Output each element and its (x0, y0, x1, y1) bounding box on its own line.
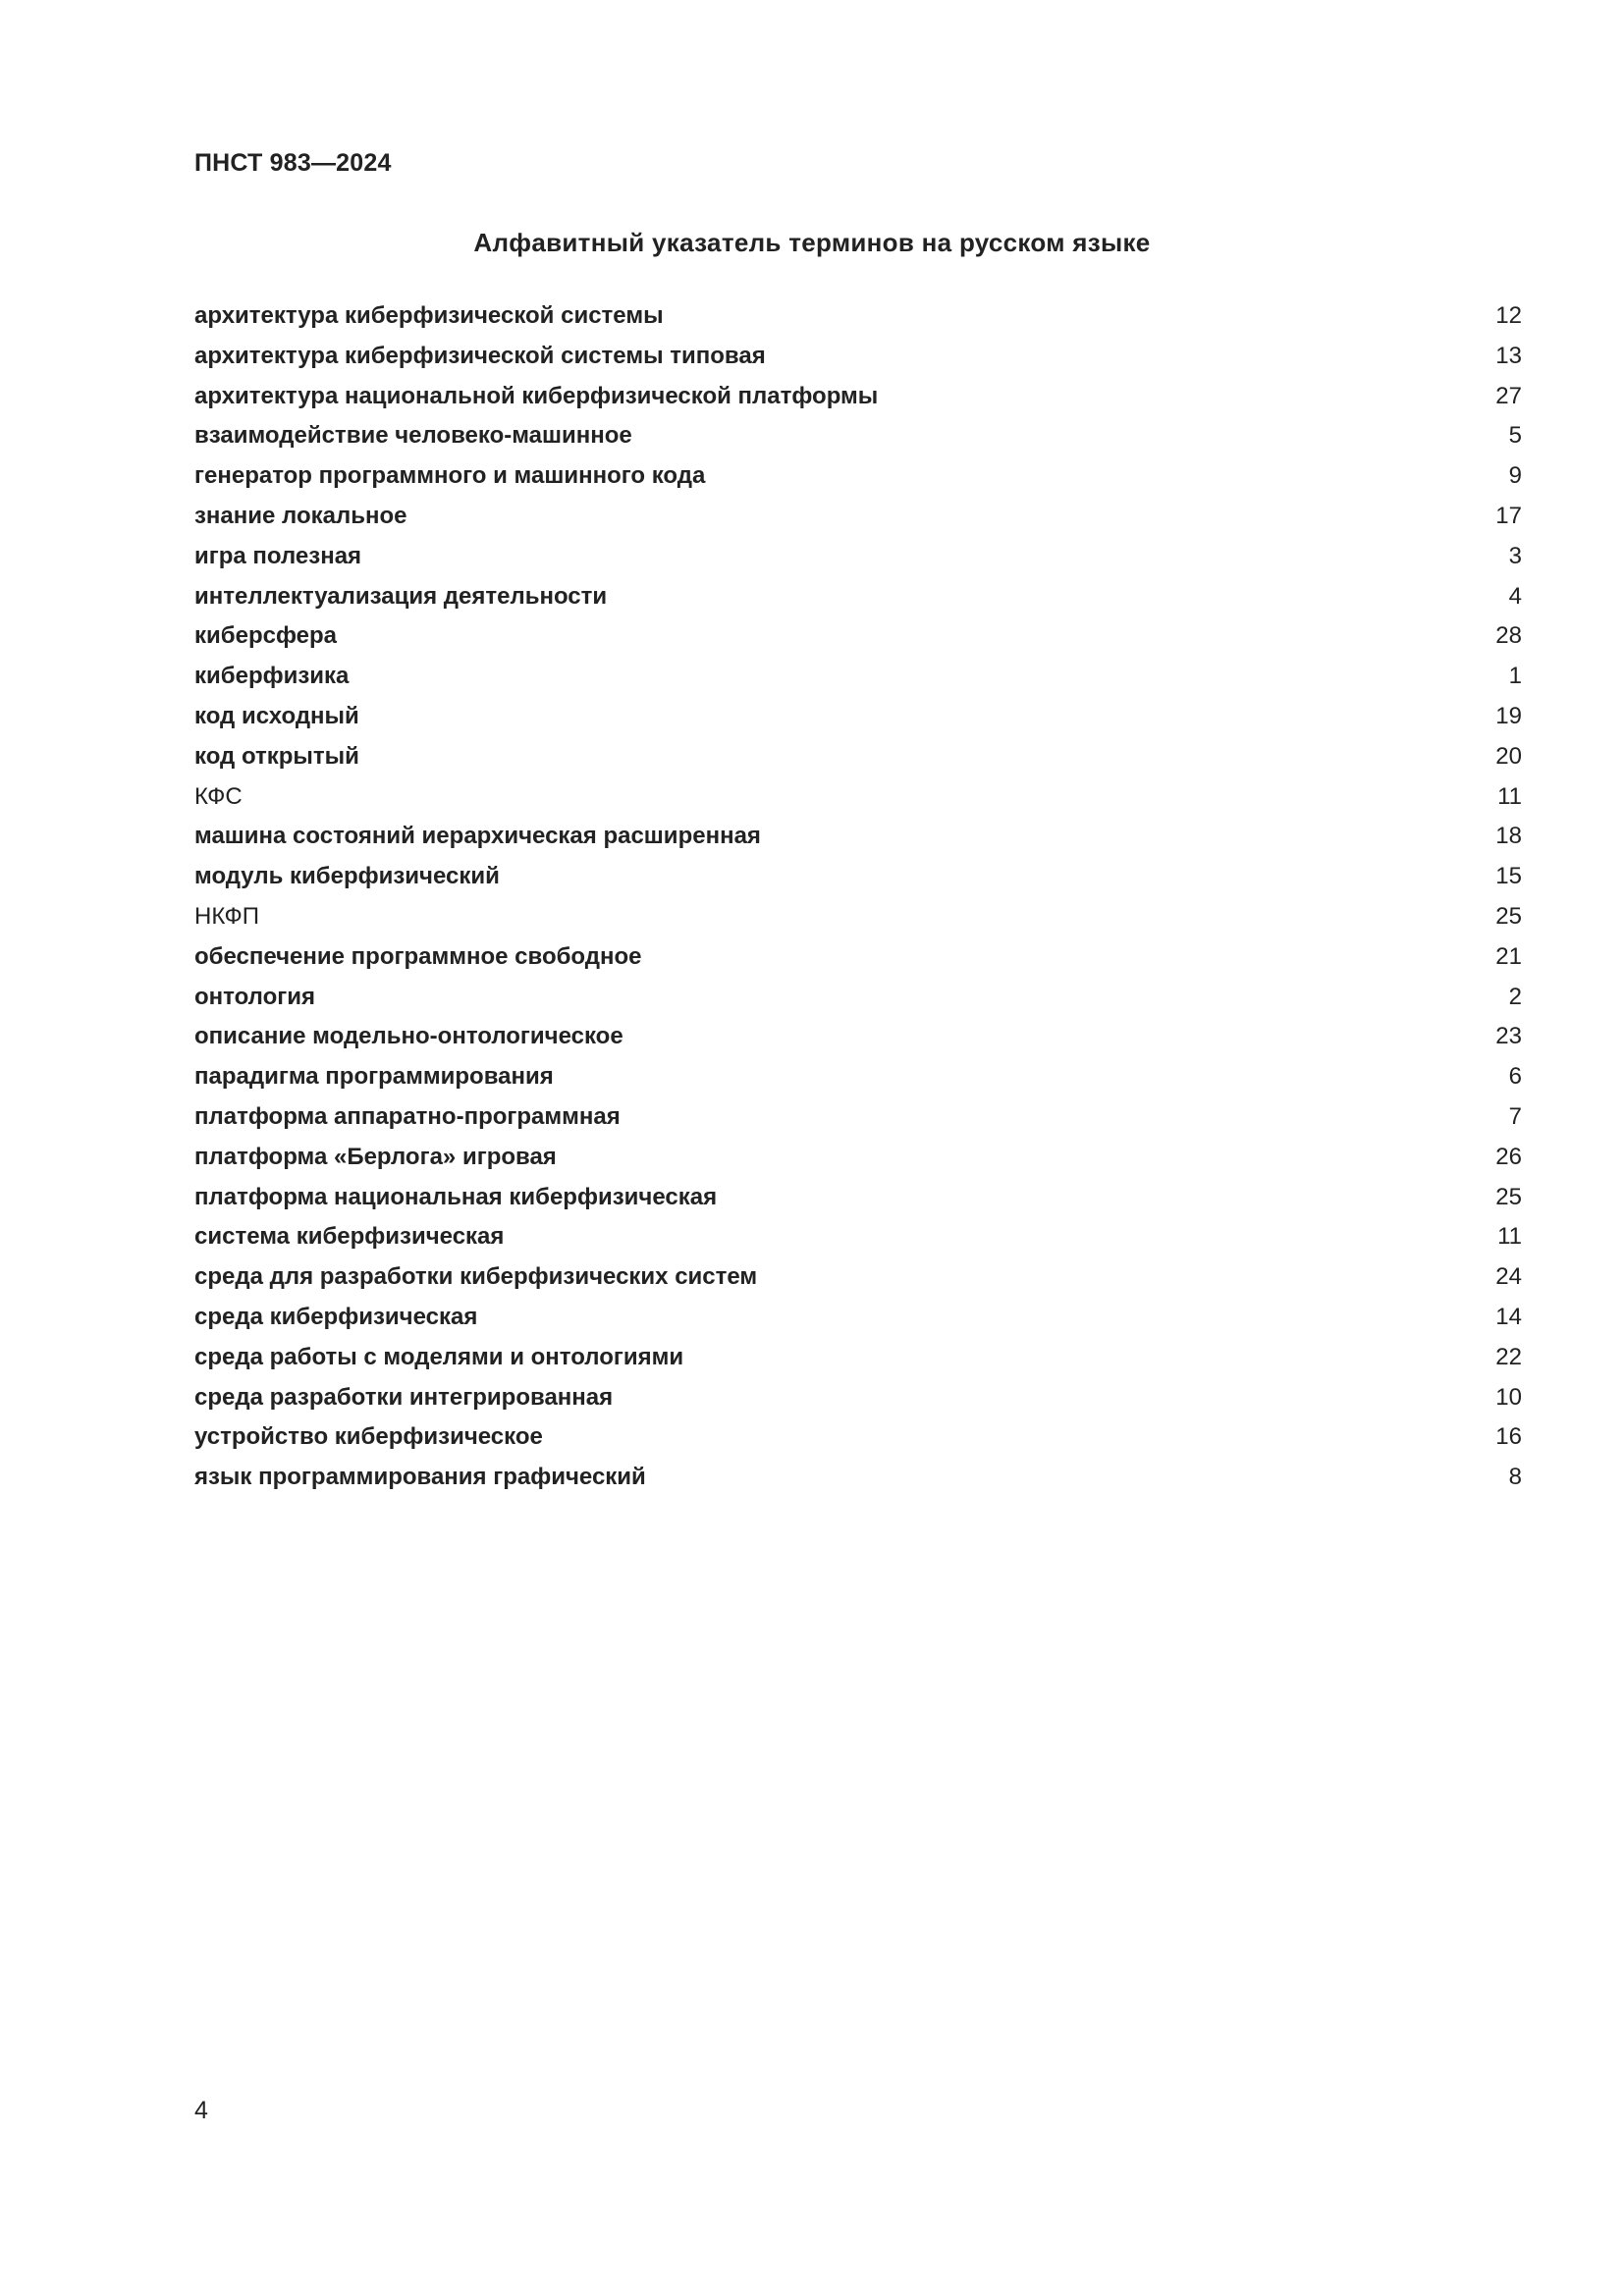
index-entry (194, 1101, 1522, 1142)
index-ref-number: 14 (1495, 1303, 1522, 1330)
index-entry (194, 1261, 1522, 1302)
index-term: модуль киберфизический (194, 863, 500, 890)
index-term: КФС (194, 782, 243, 810)
index-entry (194, 861, 1522, 901)
index-entry (194, 581, 1522, 621)
index-term: знание локальное (194, 502, 407, 529)
index-term: платформа «Берлога» игровая (194, 1143, 557, 1170)
index-entry (194, 1142, 1522, 1182)
index-term: парадигма программирования (194, 1063, 554, 1091)
index-ref-number: 21 (1495, 942, 1522, 970)
index-entry (194, 541, 1522, 581)
index-title: Алфавитный указатель терминов на русском языке (473, 228, 1151, 257)
index-term: среда разработки интегрированная (194, 1383, 614, 1411)
index-term: среда работы с моделями и онтологиями (194, 1343, 684, 1370)
index-term: описание модельно-онтологическое (194, 1023, 623, 1050)
index-term: язык программирования графический (194, 1464, 646, 1491)
index-ref-number: 28 (1495, 622, 1522, 650)
index-term: архитектура киберфизической системы (194, 302, 664, 329)
index-entry (194, 821, 1522, 861)
index-entry (194, 341, 1522, 381)
index-ref-number: 9 (1508, 462, 1522, 490)
index-term: платформа аппаратно-программная (194, 1102, 621, 1130)
index-term: машина состояний иерархическая расширенная (194, 823, 761, 850)
index-entry (194, 1302, 1522, 1342)
document-code: ПНСТ 983—2024 (194, 149, 392, 177)
term-index-list (194, 300, 1522, 1502)
index-entry (194, 381, 1522, 421)
index-entry (194, 741, 1522, 781)
index-term: НКФП (194, 902, 259, 930)
index-entry (194, 781, 1522, 822)
index-term: взаимодействие человеко-машинное (194, 422, 632, 450)
index-entry (194, 460, 1522, 501)
index-term: онтология (194, 983, 315, 1010)
index-term: среда для разработки киберфизических систем (194, 1263, 758, 1291)
index-ref-number: 23 (1495, 1023, 1522, 1050)
index-ref-number: 12 (1495, 302, 1522, 329)
index-ref-number: 13 (1495, 342, 1522, 369)
index-entry (194, 661, 1522, 701)
index-ref-number: 11 (1497, 1223, 1522, 1251)
index-entry (194, 982, 1522, 1022)
index-ref-number: 8 (1508, 1464, 1522, 1491)
index-term: система киберфизическая (194, 1223, 505, 1251)
index-entry (194, 620, 1522, 661)
index-entry (194, 1342, 1522, 1382)
index-ref-number: 17 (1495, 502, 1522, 529)
index-term: генератор программного и машинного кода (194, 462, 706, 490)
index-term: устройство киберфизическое (194, 1423, 543, 1451)
index-ref-number: 18 (1495, 823, 1522, 850)
index-ref-number: 22 (1495, 1343, 1522, 1370)
index-ref-number: 7 (1508, 1102, 1522, 1130)
index-term: код открытый (194, 742, 359, 770)
index-entry (194, 701, 1522, 741)
index-entry (194, 1021, 1522, 1061)
index-entry (194, 1421, 1522, 1462)
index-entry (194, 300, 1522, 341)
index-entry (194, 1182, 1522, 1222)
index-entry (194, 501, 1522, 541)
index-term: код исходный (194, 702, 359, 729)
index-term: киберсфера (194, 622, 337, 650)
index-ref-number: 26 (1495, 1143, 1522, 1170)
index-term: среда киберфизическая (194, 1303, 478, 1330)
index-ref-number: 6 (1508, 1063, 1522, 1091)
index-entry (194, 420, 1522, 460)
index-entry (194, 901, 1522, 941)
index-ref-number: 19 (1495, 702, 1522, 729)
index-term: архитектура киберфизической системы типовая (194, 342, 766, 369)
index-ref-number: 24 (1495, 1263, 1522, 1291)
index-entry (194, 1061, 1522, 1101)
index-term: обеспечение программное свободное (194, 942, 642, 970)
index-ref-number: 4 (1508, 582, 1522, 610)
index-ref-number: 15 (1495, 863, 1522, 890)
index-entry (194, 1382, 1522, 1422)
index-ref-number: 20 (1495, 742, 1522, 770)
index-ref-number: 10 (1495, 1383, 1522, 1411)
index-entry (194, 1462, 1522, 1502)
index-ref-number: 2 (1508, 983, 1522, 1010)
index-term: платформа национальная киберфизическая (194, 1183, 718, 1210)
index-entry (194, 941, 1522, 982)
index-ref-number: 25 (1495, 1183, 1522, 1210)
index-ref-number: 3 (1508, 542, 1522, 569)
index-ref-number: 11 (1497, 782, 1522, 810)
index-ref-number: 1 (1508, 663, 1522, 690)
index-term: игра полезная (194, 542, 362, 569)
page-number: 4 (194, 2097, 208, 2124)
index-ref-number: 25 (1495, 902, 1522, 930)
index-entry (194, 1221, 1522, 1261)
index-term: киберфизика (194, 663, 350, 690)
index-ref-number: 16 (1495, 1423, 1522, 1451)
index-term: архитектура национальной киберфизической платформы (194, 382, 879, 409)
index-ref-number: 27 (1495, 382, 1522, 409)
index-ref-number: 5 (1508, 422, 1522, 450)
index-term: интеллектуализация деятельности (194, 582, 608, 610)
